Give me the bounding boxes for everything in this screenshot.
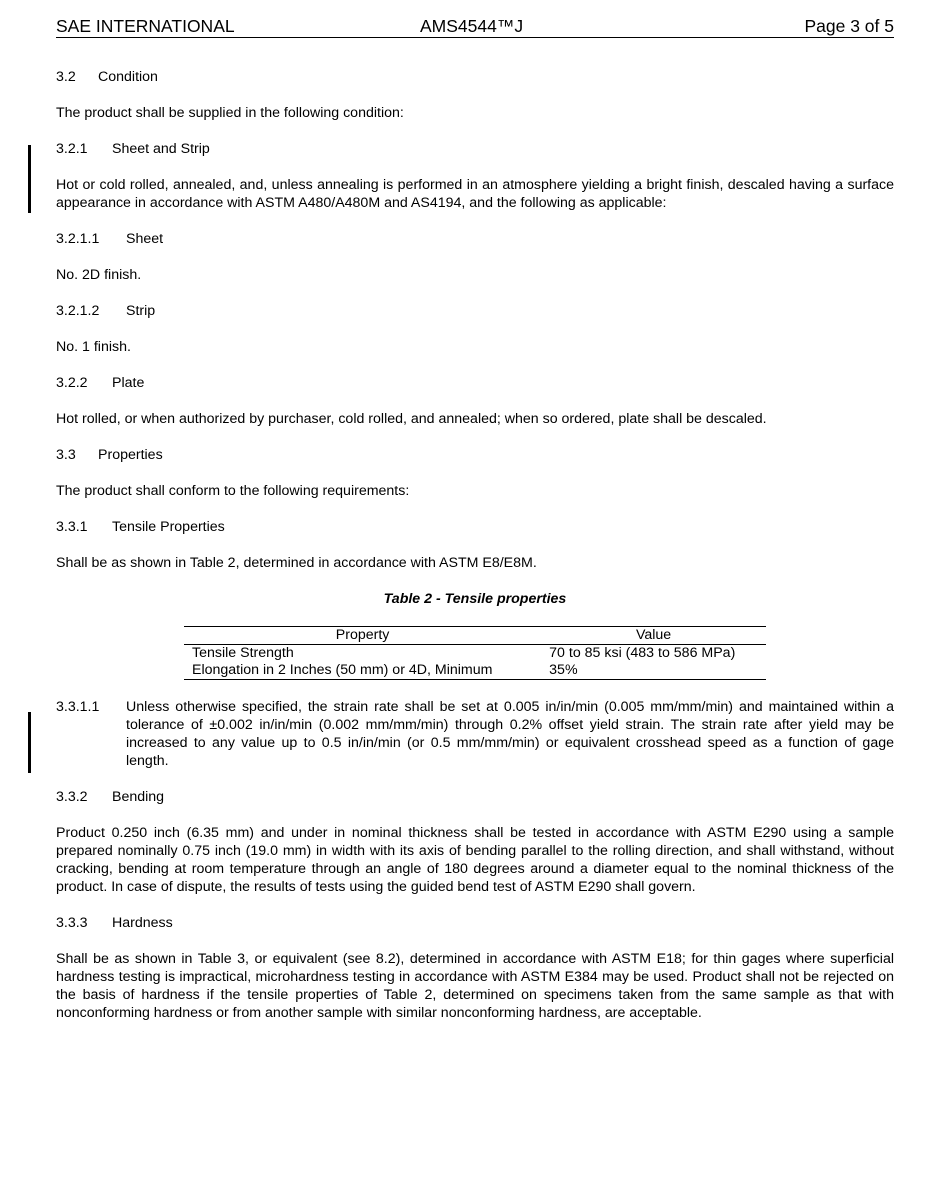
- column-header-value: Value: [541, 627, 766, 645]
- paragraph: No. 2D finish.: [56, 267, 142, 283]
- header-document-id: AMS4544™J: [420, 16, 524, 36]
- section-title: Tensile Properties: [112, 519, 225, 535]
- paragraph: Shall be as shown in Table 3, or equivalent (see 8.2), determined in accordance with ASTM E18; for thin gages where superficial hardness testing is impractical, microhardness testing in accordance with ASTM E384 may be used. Product shall not be rejected on the basis of hardness if the tensile properties of Table 2, determined on specimens taken from the same sample as that with nonconforming hardness or from another sample with similar nonconforming hardness, are acceptable.: [56, 951, 894, 1021]
- section-number: 3.3.1.1: [56, 699, 100, 715]
- section-heading: [56, 518, 894, 536]
- section-title: Sheet and Strip: [112, 141, 210, 157]
- section-number: 3.2.1.2: [56, 303, 100, 319]
- section-title: Plate: [112, 375, 145, 391]
- section-title: Hardness: [112, 915, 173, 931]
- paragraph: Product 0.250 inch (6.35 mm) and under in nominal thickness shall be tested in accordance with ASTM E290 using a sample prepared nominally 0.75 inch (19.0 mm) in width with its axis of bending parallel to the rolling direction, and shall withstand, without cracking, bending at room temperature through an angle of 180 degrees around a diameter equal to the nominal thickness of the product. In case of dispute, the results of tests using the guided bend test of ASTM E290 shall govern.: [56, 825, 894, 895]
- table-cell-property: Elongation in 2 Inches (50 mm) or 4D, Minimum: [184, 662, 541, 680]
- section-title: Properties: [98, 447, 163, 463]
- paragraph: The product shall be supplied in the following condition:: [56, 105, 404, 121]
- section-heading: [56, 446, 894, 464]
- section-number: 3.3: [56, 447, 76, 463]
- section-number: 3.3.1: [56, 519, 88, 535]
- header-page-number: Page 3 of 5: [804, 16, 894, 36]
- section-title: Bending: [112, 789, 165, 805]
- paragraph: Shall be as shown in Table 2, determined in accordance with ASTM E8/E8M.: [56, 555, 537, 571]
- section-number: 3.3.3: [56, 915, 88, 931]
- column-header-property: Property: [184, 627, 541, 645]
- table-row: [184, 645, 766, 663]
- section-title: Sheet: [126, 231, 164, 247]
- paragraph: Hot or cold rolled, annealed, and, unless annealing is performed in an atmosphere yielding a bright finish, descaled having a surface appearance in accordance with ASTM A480/A480M and AS4194, and the following as applicable:: [56, 177, 894, 211]
- tensile-properties-table: [184, 626, 766, 680]
- table-caption: Table 2 - Tensile properties: [383, 591, 567, 607]
- paragraph: Hot rolled, or when authorized by purchaser, cold rolled, and annealed; when so ordered, plate shall be descaled.: [56, 411, 767, 427]
- section-number: 3.3.2: [56, 789, 88, 805]
- numbered-paragraph: [56, 698, 894, 770]
- table-row: [184, 662, 766, 680]
- page-header: [56, 15, 894, 38]
- change-bar: [28, 712, 31, 773]
- section-number: 3.2.2: [56, 375, 88, 391]
- section-heading: [56, 140, 894, 158]
- paragraph: Unless otherwise specified, the strain rate shall be set at 0.005 in/in/min (0.005 mm/mm/min) and maintained within a tolerance of ±0.002 in/in/min (0.002 mm/mm/min) through 0.2% offset yield strain. The strain rate after yield may be increased to any value up to 0.5 in/in/min (or 0.5 mm/mm/min) or equivalent crosshead speed as a function of gage length.: [126, 699, 894, 769]
- table-header-row: [184, 627, 766, 645]
- section-number: 3.2.1: [56, 141, 88, 157]
- section-heading: [56, 374, 894, 392]
- section-heading: [56, 302, 894, 320]
- table-cell-value: 35%: [541, 662, 766, 680]
- section-heading: [56, 68, 894, 86]
- section-heading: [56, 788, 894, 806]
- section-heading: [56, 230, 894, 248]
- document-body: [56, 68, 894, 1040]
- section-title: Condition: [98, 69, 158, 85]
- table-cell-property: Tensile Strength: [192, 645, 294, 661]
- section-title: Strip: [126, 303, 156, 319]
- header-organization: SAE INTERNATIONAL: [56, 16, 235, 36]
- change-bar: [28, 145, 31, 213]
- table-cell-value: 70 to 85 ksi (483 to 586 MPa): [549, 645, 736, 661]
- section-number: 3.2.1.1: [56, 231, 100, 247]
- section-heading: [56, 914, 894, 932]
- section-number: 3.2: [56, 69, 76, 85]
- paragraph: The product shall conform to the following requirements:: [56, 483, 410, 499]
- paragraph: No. 1 finish.: [56, 339, 131, 355]
